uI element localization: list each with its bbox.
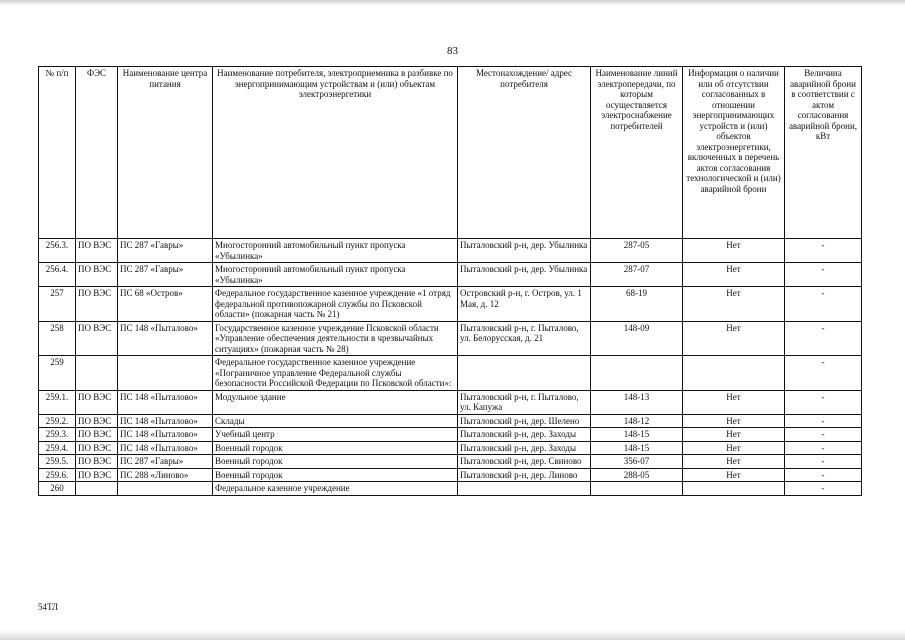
row-agreement-info: Нет bbox=[683, 428, 785, 442]
table-header-row bbox=[39, 67, 862, 239]
row-fes: ПО ВЭС bbox=[76, 441, 118, 455]
row-number: 259.1. bbox=[39, 390, 76, 414]
row-reserve-value: - bbox=[785, 356, 862, 391]
row-power-center: ПС 148 «Пыталово» bbox=[118, 390, 213, 414]
row-reserve-value: - bbox=[785, 482, 862, 496]
header-fes: ФЭС bbox=[76, 67, 118, 239]
header-address: Местонахождение/ адрес потребителя bbox=[458, 67, 591, 239]
header-reserve-value: Величина аварийной брони в соответствии с актом согласования аварийной брони, кВт bbox=[785, 67, 862, 239]
row-address: Островский р-н, г. Остров, ул. 1 Мая, д. 12 bbox=[458, 287, 591, 322]
table-row bbox=[39, 390, 862, 414]
row-fes: ПО ВЭС bbox=[76, 263, 118, 287]
row-consumer: Федеральное казенное учреждение bbox=[213, 482, 458, 496]
row-consumer: Модульное здание bbox=[213, 390, 458, 414]
row-number: 257 bbox=[39, 287, 76, 322]
row-agreement-info: Нет bbox=[683, 321, 785, 356]
row-fes: ПО ВЭС bbox=[76, 414, 118, 428]
scan-edge-top bbox=[0, 0, 905, 6]
row-number: 259.3. bbox=[39, 428, 76, 442]
row-agreement-info: Нет bbox=[683, 263, 785, 287]
row-power-center: ПС 148 «Пыталово» bbox=[118, 428, 213, 442]
row-agreement-info: Нет bbox=[683, 414, 785, 428]
row-power-line: 288-05 bbox=[591, 468, 683, 482]
row-agreement-info: Нет bbox=[683, 455, 785, 469]
row-address: Пыталовский р-н, дер. Шелено bbox=[458, 414, 591, 428]
row-consumer: Многосторонний автомобильный пункт пропуска «Убылинка» bbox=[213, 263, 458, 287]
row-fes: ПО ВЭС bbox=[76, 390, 118, 414]
row-power-center: ПС 68 «Остров» bbox=[118, 287, 213, 322]
footnote: 54ТЛ bbox=[38, 602, 59, 612]
row-power-center: ПС 287 «Гавры» bbox=[118, 263, 213, 287]
row-reserve-value: - bbox=[785, 390, 862, 414]
row-address bbox=[458, 356, 591, 391]
header-agreement-info: Информация о наличии или об отсутствии согласованных в отношении энергопринимающих устройств и (или) объектов электроэнергетики, включенных в перечень актов согласования технологической и (или) аварийной брони bbox=[683, 67, 785, 239]
row-address: Пыталовский р-н, дер. Линово bbox=[458, 468, 591, 482]
consumer-table bbox=[38, 66, 862, 496]
table-row bbox=[39, 482, 862, 496]
row-consumer: Военный городок bbox=[213, 468, 458, 482]
header-power-center: Наименование центра питания bbox=[118, 67, 213, 239]
row-power-line: 148-15 bbox=[591, 428, 683, 442]
row-number: 259.6. bbox=[39, 468, 76, 482]
row-number: 259.4. bbox=[39, 441, 76, 455]
row-reserve-value: - bbox=[785, 287, 862, 322]
row-fes: ПО ВЭС bbox=[76, 428, 118, 442]
row-power-center: ПС 148 «Пыталово» bbox=[118, 414, 213, 428]
row-power-line bbox=[591, 482, 683, 496]
row-power-line: 148-09 bbox=[591, 321, 683, 356]
table-row bbox=[39, 414, 862, 428]
row-reserve-value: - bbox=[785, 468, 862, 482]
row-number: 256.3. bbox=[39, 239, 76, 263]
row-power-line: 148-12 bbox=[591, 414, 683, 428]
row-power-center: ПС 287 «Гавры» bbox=[118, 239, 213, 263]
row-address: Пыталовский р-н, г. Пыталово, ул. Капужа bbox=[458, 390, 591, 414]
table-row bbox=[39, 263, 862, 287]
row-power-line: 287-05 bbox=[591, 239, 683, 263]
row-reserve-value: - bbox=[785, 428, 862, 442]
table-row bbox=[39, 321, 862, 356]
row-address: Пыталовский р-н, дер. Заходы bbox=[458, 441, 591, 455]
row-fes: ПО ВЭС bbox=[76, 468, 118, 482]
row-consumer: Многосторонний автомобильный пункт пропуска «Убылинка» bbox=[213, 239, 458, 263]
row-power-line: 287-07 bbox=[591, 263, 683, 287]
header-consumer: Наименование потребителя, электроприемника в разбивке по энергопринимающим устройствам и (или) объектам электроэнергетики bbox=[213, 67, 458, 239]
row-power-line: 148-15 bbox=[591, 441, 683, 455]
row-fes bbox=[76, 482, 118, 496]
row-consumer: Военный городок bbox=[213, 455, 458, 469]
row-fes: ПО ВЭС bbox=[76, 321, 118, 356]
row-power-line bbox=[591, 356, 683, 391]
row-reserve-value: - bbox=[785, 455, 862, 469]
table-row bbox=[39, 287, 862, 322]
scan-edge-bottom bbox=[0, 630, 905, 640]
row-power-center: ПС 148 «Пыталово» bbox=[118, 321, 213, 356]
row-reserve-value: - bbox=[785, 239, 862, 263]
row-address: Пыталовский р-н, дер. Заходы bbox=[458, 428, 591, 442]
row-consumer: Учебный центр bbox=[213, 428, 458, 442]
row-address: Пыталовский р-н, дер. Свиново bbox=[458, 455, 591, 469]
row-consumer: Федеральное государственное казенное учреждение «1 отряд федеральной противопожарной службы по Псковской области» (пожарная часть № 21) bbox=[213, 287, 458, 322]
row-agreement-info bbox=[683, 356, 785, 391]
table-row bbox=[39, 468, 862, 482]
header-power-line: Наименование линий электропередачи, по которым осуществляется электроснабжение потребителей bbox=[591, 67, 683, 239]
row-address: Пыталовский р-н, дер. Убылинка bbox=[458, 239, 591, 263]
header-number: № п/п bbox=[39, 67, 76, 239]
row-power-center bbox=[118, 482, 213, 496]
row-reserve-value: - bbox=[785, 414, 862, 428]
row-address bbox=[458, 482, 591, 496]
row-number: 259.5. bbox=[39, 455, 76, 469]
row-reserve-value: - bbox=[785, 321, 862, 356]
row-reserve-value: - bbox=[785, 263, 862, 287]
row-power-line: 148-13 bbox=[591, 390, 683, 414]
row-agreement-info: Нет bbox=[683, 287, 785, 322]
row-agreement-info: Нет bbox=[683, 390, 785, 414]
row-power-center: ПС 287 «Гавры» bbox=[118, 455, 213, 469]
row-consumer: Военный городок bbox=[213, 441, 458, 455]
table-row bbox=[39, 441, 862, 455]
table-row bbox=[39, 455, 862, 469]
row-fes: ПО ВЭС bbox=[76, 239, 118, 263]
row-reserve-value: - bbox=[785, 441, 862, 455]
row-agreement-info: Нет bbox=[683, 441, 785, 455]
table-row bbox=[39, 428, 862, 442]
row-consumer: Федеральное государственное казенное учреждение «Пограничное управление Федеральной службы безопасности Российской Федерации по Псковской области»: bbox=[213, 356, 458, 391]
row-agreement-info bbox=[683, 482, 785, 496]
row-agreement-info: Нет bbox=[683, 468, 785, 482]
row-fes: ПО ВЭС bbox=[76, 455, 118, 469]
row-number: 256.4. bbox=[39, 263, 76, 287]
row-number: 260 bbox=[39, 482, 76, 496]
row-agreement-info: Нет bbox=[683, 239, 785, 263]
row-consumer: Склады bbox=[213, 414, 458, 428]
page-number: 83 bbox=[447, 45, 458, 57]
row-power-center: ПС 148 «Пыталово» bbox=[118, 441, 213, 455]
row-power-line: 68-19 bbox=[591, 287, 683, 322]
row-number: 259.2. bbox=[39, 414, 76, 428]
row-power-line: 356-07 bbox=[591, 455, 683, 469]
row-power-center: ПС 288 «Линово» bbox=[118, 468, 213, 482]
table-row bbox=[39, 239, 862, 263]
row-number: 259 bbox=[39, 356, 76, 391]
row-fes bbox=[76, 356, 118, 391]
table-body bbox=[39, 239, 862, 496]
row-address: Пыталовский р-н, дер. Убылинка bbox=[458, 263, 591, 287]
row-consumer: Государственное казенное учреждение Псковской области «Управление обеспечения деятельности в чрезвычайных ситуациях» (пожарная часть № 28) bbox=[213, 321, 458, 356]
row-power-center bbox=[118, 356, 213, 391]
table-row bbox=[39, 356, 862, 391]
row-fes: ПО ВЭС bbox=[76, 287, 118, 322]
row-address: Пыталовский р-н, г. Пыталово, ул. Белорусская, д. 21 bbox=[458, 321, 591, 356]
row-number: 258 bbox=[39, 321, 76, 356]
